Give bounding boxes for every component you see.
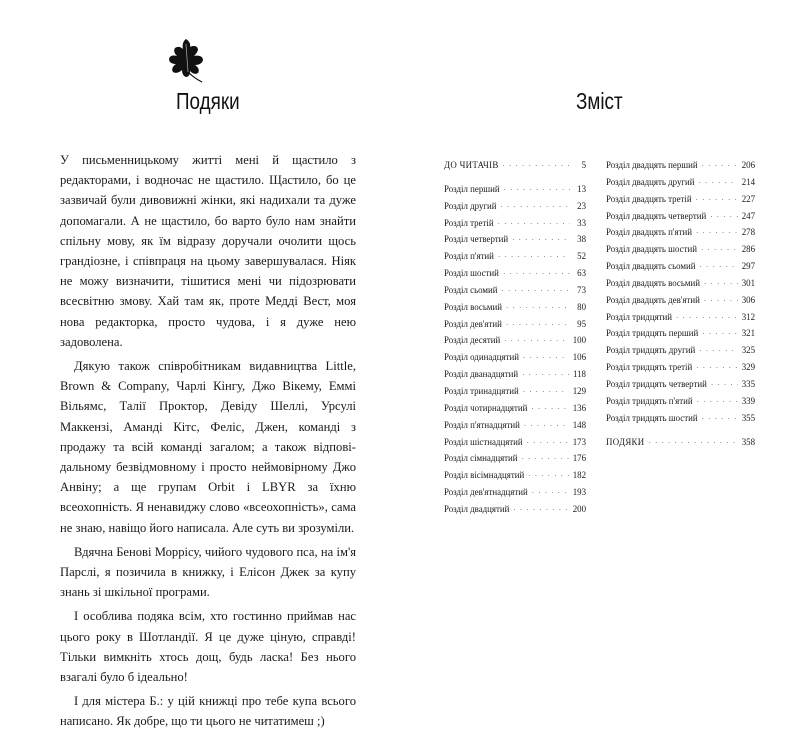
- toc-leader-dots: [648, 436, 737, 452]
- toc-leader-dots: [704, 294, 738, 310]
- toc-leader-dots: [696, 361, 737, 377]
- toc-entry-title: Розділ п'ятий: [444, 251, 494, 262]
- toc-entry[interactable]: [444, 451, 586, 468]
- toc-entry-title: Розділ двадцять перший: [606, 160, 698, 170]
- toc-entry-title: Розділ перший: [444, 183, 500, 194]
- toc-leader-dots: [531, 402, 568, 418]
- toc-entry-title: Розділ двадцять четвертий: [606, 210, 707, 221]
- toc-entry[interactable]: [444, 502, 586, 519]
- toc-leader-dots: [502, 284, 571, 300]
- toc-entry[interactable]: [606, 209, 755, 226]
- toc-entry[interactable]: [444, 350, 586, 367]
- toc-entry-title: Розділ тридцять п'ятий: [606, 395, 693, 406]
- toc-leader-dots: [710, 210, 737, 226]
- toc-entry-title: Розділ двадцять сьомий: [606, 261, 696, 272]
- toc-entry-title: Розділ четвертий: [444, 234, 509, 245]
- toc-leader-dots: [701, 243, 738, 259]
- toc-leader-dots: [524, 419, 569, 435]
- paragraph: І особлива подяка всім, хто гостинно приймав нас цього року в Шотландії. Я це дуже ціную, справді! Тільки вимкніть хтось дощ, будь ласка! Без нього взагалі було б ідеально!: [60, 609, 356, 685]
- toc-entry[interactable]: [606, 225, 755, 242]
- toc-entry[interactable]: [444, 283, 586, 300]
- toc-entry-title: Розділ десятий: [444, 335, 501, 346]
- toc-entry-page: 286: [741, 244, 755, 255]
- toc-entry-page: 306: [741, 294, 755, 305]
- toc-leader-dots: [503, 159, 570, 175]
- toc-entry-title: Розділ двадцять шостий: [606, 244, 697, 255]
- toc-entry[interactable]: [606, 276, 755, 293]
- contents-page: [400, 0, 800, 600]
- toc-entry-page: 80: [577, 301, 586, 312]
- toc-leader-dots: [702, 159, 738, 175]
- paragraph: Вдячна Бенові Моррісу, чийого чудового пса, на ім'я Парслі, я позичила в книжку, і Елісон Джек за купу знань зі шкільної програми.: [60, 544, 356, 600]
- toc-leader-dots: [702, 327, 737, 343]
- paragraph: І для містера Б.: у цій книжці про тебе купа всього написано. Як добре, що ти цього не читатимеш ;): [60, 694, 356, 729]
- acknowledgements-page: [0, 0, 400, 729]
- toc-entry[interactable]: [444, 182, 586, 199]
- toc-entry-page: 38: [577, 234, 586, 245]
- toc-entry-page: 136: [572, 402, 586, 413]
- toc-entry[interactable]: [606, 394, 755, 411]
- toc-entry[interactable]: [444, 199, 586, 216]
- toc-leader-dots: [704, 277, 738, 293]
- toc-leader-dots: [676, 311, 738, 327]
- toc-entry-title: ДО ЧИТАЧІВ: [444, 160, 499, 170]
- acknowledgements-text: [60, 150, 356, 736]
- toc-entry-title: Розділ тринадцятий: [444, 385, 519, 396]
- toc-entry-page: 118: [573, 369, 586, 380]
- toc-entry-title: Розділ чотирнадцятий: [444, 402, 528, 413]
- page-title: Подяки: [176, 88, 240, 114]
- toc-entry-title: Розділ третій: [444, 217, 494, 228]
- toc-entry-page: 5: [581, 160, 586, 170]
- toc-entry-title: Розділ тридцять четвертий: [606, 378, 707, 389]
- toc-entry-title: Розділ двадцять дев'ятий: [606, 294, 700, 305]
- toc-entry-title: Розділ дванадцятий: [444, 369, 519, 380]
- toc-leader-dots: [523, 385, 569, 401]
- toc-entry-page: 355: [741, 412, 755, 423]
- toc-entry[interactable]: [606, 411, 755, 428]
- toc-column-1: [444, 158, 586, 519]
- toc-entry-page: 227: [741, 193, 755, 204]
- toc-leader-dots: [699, 176, 738, 192]
- toc-entry[interactable]: [606, 360, 755, 377]
- toc-entry-page: 200: [572, 503, 586, 514]
- toc-entry-title: Розділ дев'ятий: [444, 318, 502, 329]
- toc-entry-page: 325: [741, 345, 755, 356]
- toc-entry-page: 193: [572, 487, 586, 498]
- toc-entry[interactable]: [444, 468, 586, 485]
- toc-entry-page: 173: [572, 436, 586, 447]
- toc-entry-title: Розділ тридцять другий: [606, 345, 696, 356]
- toc-entry[interactable]: [606, 158, 755, 175]
- toc-entry[interactable]: [444, 317, 586, 334]
- toc-entry[interactable]: [444, 266, 586, 283]
- toc-entry-title: Розділ вісімнадцятий: [444, 470, 525, 481]
- toc-entry-page: 176: [572, 453, 586, 464]
- toc-entry[interactable]: [444, 232, 586, 249]
- toc-leader-dots: [506, 301, 570, 317]
- toc-leader-dots: [522, 368, 569, 384]
- toc-column-2: [606, 158, 755, 451]
- toc-entry-page: 106: [572, 352, 586, 363]
- toc-leader-dots: [702, 412, 738, 428]
- toc-entry-title: Розділ двадцять п'ятий: [606, 227, 692, 238]
- toc-entry-page: 23: [577, 200, 586, 211]
- toc-leader-dots: [700, 260, 738, 276]
- toc-entry[interactable]: [444, 418, 586, 435]
- toc-entry-page: 73: [577, 284, 586, 295]
- toc-entry-page: 278: [741, 227, 755, 238]
- toc-entry-title: Розділ сімнадцятий: [444, 453, 518, 464]
- toc-leader-dots: [527, 436, 569, 452]
- toc-leader-dots: [512, 233, 570, 249]
- toc-entry[interactable]: [606, 310, 755, 327]
- toc-leader-dots: [513, 503, 568, 519]
- toc-entry-page: 129: [572, 385, 586, 396]
- toc-entry[interactable]: [444, 333, 586, 350]
- toc-entry-page: 95: [577, 318, 586, 329]
- toc-entry[interactable]: [606, 259, 755, 276]
- toc-leader-dots: [532, 486, 569, 502]
- paragraph: У письменницькому житті мені й щастило з редакторами, і водночас не щастило. Щастило, бо це зазвичай були дивовижні жінки, які надихали та дуже допомагали. А не щастило, бо варто було нам знайти спільну мову, як їм відразу доручали очолити щось грандіозне, і співпраця на цьому завершувалася. Ніяк не можу визначити, тішитися мені чи підозрювати всесвітню змову. Хай там як, проте Медді Вест, моя нова редакторка, просто чудова, і я дуже нею задоволена.: [60, 153, 356, 349]
- toc-entry-page: 206: [741, 160, 755, 170]
- toc-entry[interactable]: [444, 384, 586, 401]
- toc-entry-page: 100: [572, 335, 586, 346]
- toc-entry-title: Розділ тридцять третій: [606, 362, 693, 373]
- toc-entry-page: 182: [572, 470, 586, 481]
- toc-leader-dots: [498, 250, 570, 266]
- toc-entry[interactable]: [606, 293, 755, 310]
- toc-entry[interactable]: [444, 435, 586, 452]
- toc-leader-dots: [696, 193, 738, 209]
- oak-leaf-icon: [162, 36, 212, 84]
- toc-entry-title: Розділ тридцять шостий: [606, 412, 698, 423]
- toc-entry-title: Розділ одинадцятий: [444, 352, 519, 363]
- toc-leader-dots: [506, 318, 570, 334]
- toc-entry-title: Розділ шістнадцятий: [444, 436, 523, 447]
- toc-entry-page: 33: [577, 217, 586, 228]
- toc-entry-page: 321: [741, 328, 755, 339]
- toc-leader-dots: [504, 183, 570, 199]
- toc-entry[interactable]: [444, 249, 586, 266]
- toc-entry[interactable]: [606, 343, 755, 360]
- toc-entry-page: 312: [741, 311, 755, 322]
- toc-entry-page: 247: [741, 210, 755, 221]
- toc-leader-dots: [697, 395, 738, 411]
- page-title: Зміст: [576, 88, 623, 114]
- toc-entry-page: 358: [741, 436, 755, 447]
- toc-entry-page: 329: [741, 362, 755, 373]
- toc-entry[interactable]: [606, 175, 755, 192]
- toc-entry[interactable]: [444, 300, 586, 317]
- toc-leader-dots: [504, 334, 568, 350]
- toc-leader-dots: [523, 351, 569, 367]
- toc-entry-title: Розділ тридцятий: [606, 311, 673, 322]
- paragraph: Дякую також співробітникам видавництва Little, Brown & Company, Чарлі Кінгу, Джо Вікему, Еммі Вільямс, Талії Проктор, Девіду Шеллі, Урсулі Маккензі, Аманді Кітс, Феліс, Джен, команді з продажу та всій команді загалом; а також відповідальному безвідмовному і просто неймовірному Джо Анвіну; а ще групам Orbit і LBYR за їхню всеохопність. Я ненавиджу слово «всеохопність», сама не знаю, навіщо його написала. Але суть ви зрозуміли.: [60, 359, 356, 535]
- toc-entry-title: Розділ двадцять третій: [606, 193, 692, 204]
- toc-entry-title: Розділ двадцять восьмий: [606, 277, 701, 288]
- toc-entry-title: Розділ восьмий: [444, 301, 503, 312]
- toc-entry[interactable]: [444, 401, 586, 418]
- toc-entry-title: Розділ другий: [444, 200, 497, 211]
- toc-entry-page: 301: [741, 277, 755, 288]
- toc-entry[interactable]: [606, 377, 755, 394]
- toc-entry-page: 63: [577, 268, 586, 279]
- toc-entry-page: 52: [577, 251, 586, 262]
- toc-entry-page: 148: [572, 419, 586, 430]
- toc-entry-title: Розділ двадцять другий: [606, 176, 695, 187]
- toc-entry-title: Розділ тридцять перший: [606, 328, 699, 339]
- toc-entry-title: Розділ двадцятий: [444, 503, 510, 514]
- toc-entry-title: Розділ сьомий: [444, 284, 498, 295]
- toc-leader-dots: [711, 378, 738, 394]
- toc-leader-dots: [699, 344, 737, 360]
- toc-entry[interactable]: [606, 435, 755, 452]
- toc-leader-dots: [501, 200, 570, 216]
- toc-entry-title: Розділ дев'ятнадцятий: [444, 487, 528, 498]
- toc-entry[interactable]: [444, 367, 586, 384]
- toc-entry[interactable]: [606, 326, 755, 343]
- toc-entry-page: 297: [741, 261, 755, 272]
- toc-entry[interactable]: [606, 192, 755, 209]
- toc-entry[interactable]: [606, 242, 755, 259]
- toc-entry-page: 214: [741, 176, 755, 187]
- toc-entry-page: 13: [577, 183, 586, 194]
- toc-entry[interactable]: [444, 158, 586, 175]
- toc-leader-dots: [503, 267, 570, 283]
- toc-entry-page: 339: [741, 395, 755, 406]
- toc-entry[interactable]: [444, 485, 586, 502]
- toc-entry-title: ПОДЯКИ: [606, 436, 645, 447]
- toc-entry-page: 335: [741, 378, 755, 389]
- toc-entry[interactable]: [444, 216, 586, 233]
- toc-leader-dots: [528, 469, 568, 485]
- toc-leader-dots: [696, 226, 738, 242]
- toc-leader-dots: [522, 452, 569, 468]
- toc-entry-title: Розділ шостий: [444, 268, 499, 279]
- toc-entry-title: Розділ п'ятнадцятий: [444, 419, 520, 430]
- toc-leader-dots: [498, 217, 570, 233]
